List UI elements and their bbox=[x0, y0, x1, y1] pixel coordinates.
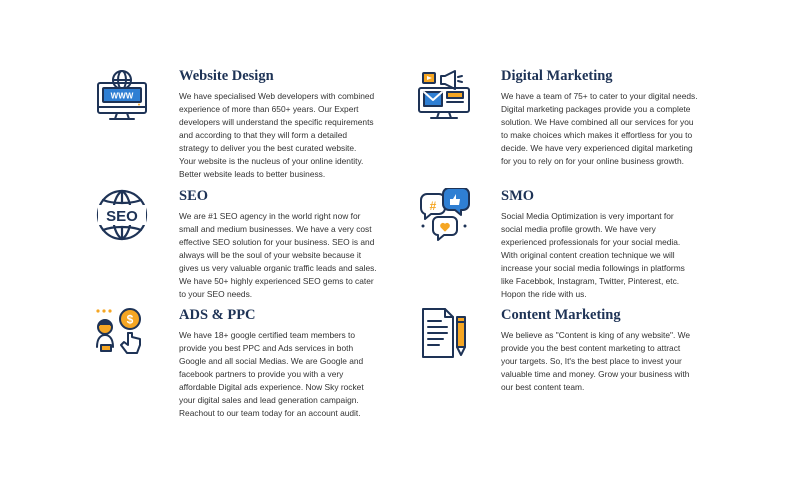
description-line: decide. We have very experienced digital marketing bbox=[501, 143, 693, 153]
description-line: Digital marketing packages provide you a complete bbox=[501, 104, 691, 114]
service-description bbox=[179, 210, 419, 301]
description-line: We have a team of 75+ to cater to your digital needs. bbox=[501, 91, 698, 101]
description-line: strategy to deliver you the best curated website. bbox=[179, 143, 357, 153]
description-line: provide you the best content marketing to attract bbox=[501, 343, 681, 353]
description-line: increase your social media followings in platforms bbox=[501, 263, 685, 273]
svg-text:$: $ bbox=[126, 312, 134, 327]
description-line: facebook partners to provide you with a very bbox=[179, 369, 344, 379]
content-writing-icon bbox=[417, 307, 471, 361]
description-line: your targets. So, It's the best place to invest your bbox=[501, 356, 682, 366]
svg-text:WWW: WWW bbox=[110, 91, 134, 101]
description-line: We have 50+ highly experienced SEO gems to cater bbox=[179, 276, 374, 286]
svg-text:SEO: SEO bbox=[106, 208, 138, 225]
description-line: gives us very valuable organic traffic leads and sales. bbox=[179, 263, 377, 273]
digital-marketing-icon bbox=[417, 68, 471, 122]
description-line: experienced professionals for your social media. bbox=[501, 237, 681, 247]
service-title: Digital Marketing bbox=[501, 68, 613, 84]
service-title: Content Marketing bbox=[501, 307, 621, 323]
description-line: Reachout to our team today for an account audit. bbox=[179, 408, 361, 418]
description-line: your digital sales and lead generation campaign. bbox=[179, 395, 359, 405]
description-line: affordable Digital ads experience. Now Sky rocket bbox=[179, 382, 364, 392]
service-title: SEO bbox=[179, 188, 209, 204]
description-line: solution. We Have combined all our services for you bbox=[501, 117, 694, 127]
description-line: provide you best PPC and Ads services in both bbox=[179, 343, 354, 353]
description-line: always will be the soul of your website because it bbox=[179, 250, 362, 260]
seo-globe-icon bbox=[95, 188, 149, 242]
service-title: Website Design bbox=[179, 68, 274, 84]
description-line: We have specialised Web developers with combined bbox=[179, 91, 375, 101]
description-line: We have 18+ google certified team members to bbox=[179, 330, 356, 340]
service-title: ADS & PPC bbox=[179, 307, 256, 323]
description-line: Your website is the nucleus of your online identity. bbox=[179, 156, 364, 166]
description-line: Google and all social Medias. We are Google and bbox=[179, 356, 364, 366]
service-description bbox=[179, 90, 419, 181]
description-line: our best content team. bbox=[501, 382, 585, 392]
description-line: small and medium businesses. We have a very cost bbox=[179, 224, 372, 234]
description-line: Better website leads to better business. bbox=[179, 169, 326, 179]
description-line: to your SEO needs. bbox=[179, 289, 253, 299]
service-description bbox=[179, 329, 419, 420]
description-line: We believe as "Content is king of any website". We bbox=[501, 330, 691, 340]
pay-per-click-icon bbox=[95, 307, 149, 361]
description-line: effective SEO solution for your business. SEO is and bbox=[179, 237, 375, 247]
service-description bbox=[501, 90, 741, 168]
social-media-icon bbox=[417, 188, 471, 242]
description-line: like Facebbok, Instagram, Twitter, Pinterest, etc. bbox=[501, 276, 680, 286]
description-line: Hopon the ride with us. bbox=[501, 289, 587, 299]
service-title: SMO bbox=[501, 188, 535, 204]
description-line: to make choices which makes it effortless for you to bbox=[501, 130, 693, 140]
description-line: Social Media Optimization is very important for bbox=[501, 211, 674, 221]
description-line: and according to that they will form a detailed bbox=[179, 130, 348, 140]
description-line: With original content creation technique we will bbox=[501, 250, 675, 260]
description-line: developers will understand the specific requirements bbox=[179, 117, 374, 127]
description-line: We are #1 SEO agency in the world right now for bbox=[179, 211, 361, 221]
description-line: valuable time and money. Grow your business with bbox=[501, 369, 690, 379]
web-monitor-icon bbox=[95, 68, 149, 122]
description-line: social media profile growth. We have very bbox=[501, 224, 656, 234]
description-line: experience of more than 650+ years. Our Expert bbox=[179, 104, 359, 114]
service-description bbox=[501, 329, 741, 394]
svg-text:#: # bbox=[429, 199, 437, 213]
service-description bbox=[501, 210, 741, 301]
description-line: for you to rely on for your online business growth. bbox=[501, 156, 684, 166]
